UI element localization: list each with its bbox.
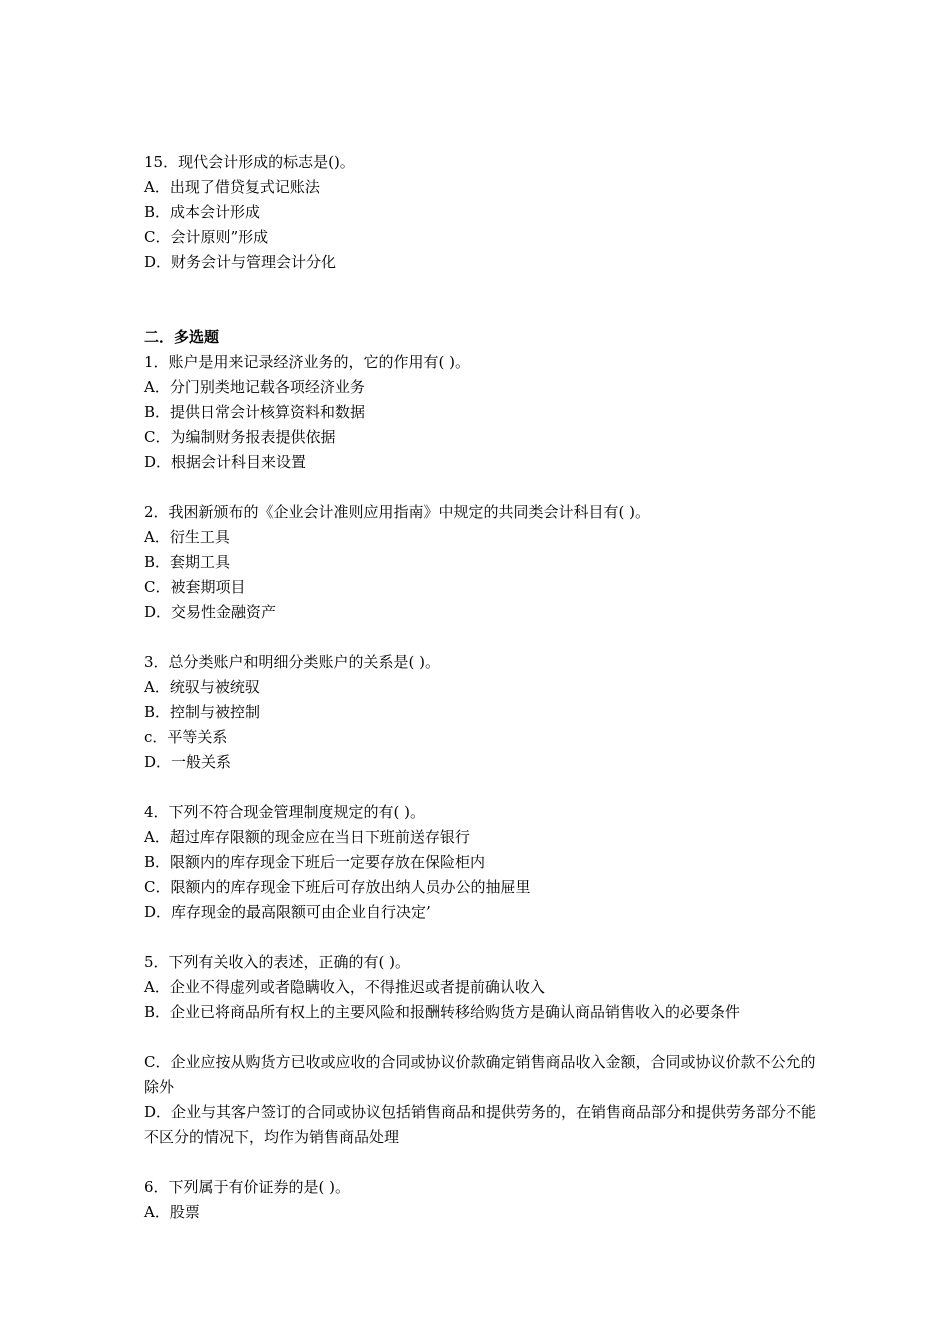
question-m3 (144, 650, 824, 775)
option-b: B．限额内的库存现金下班后一定要存放在保险柜内 (144, 853, 486, 871)
spacer (144, 1025, 824, 1050)
document-body (144, 150, 824, 1225)
option-c: C．企业应按从购货方已收或应收的合同或协议价款确定销售商品收入金额，合同或协议价款不公允的除外 (144, 1053, 816, 1096)
spacer (144, 1150, 824, 1175)
question-m1 (144, 350, 824, 475)
option-c: C．会计原则”形成 (144, 228, 269, 246)
option-a: A．企业不得虚列或者隐瞒收入，不得推迟或者提前确认收入 (144, 978, 545, 996)
question-m5 (144, 950, 824, 1150)
option-a: A．分门别类地记载各项经济业务 (144, 378, 365, 396)
section-title: 二．多选题 (144, 328, 220, 346)
option-d: D．交易性金融资产 (144, 603, 277, 621)
question-m2 (144, 500, 824, 625)
spacer (144, 625, 824, 650)
question-stem: 2．我困新颁布的《企业会计准则应用指南》中规定的共同类会计科目有( )。 (144, 503, 651, 521)
question-m6 (144, 1175, 824, 1225)
question-stem: 15．现代会计形成的标志是()。 (144, 153, 355, 171)
option-a: A．衍生工具 (144, 528, 230, 546)
option-d: D．一般关系 (144, 753, 232, 771)
option-d: D．库存现金的最高限额可由企业自行决定’ (144, 903, 431, 921)
option-c: c．平等关系 (144, 728, 228, 746)
option-b: B．套期工具 (144, 553, 231, 571)
option-a: A．股票 (144, 1203, 200, 1221)
question-m4 (144, 800, 824, 925)
spacer (144, 275, 824, 325)
option-c: C．限额内的库存现金下班后可存放出纳人员办公的抽屉里 (144, 878, 531, 896)
question-stem: 3．总分类账户和明细分类账户的关系是( )。 (144, 653, 441, 671)
option-d: D．财务会计与管理会计分化 (144, 253, 337, 271)
question-stem: 5．下列有关收入的表述，正确的有( )。 (144, 953, 411, 971)
option-a: A．统驭与被统驭 (144, 678, 260, 696)
option-b: B．企业已将商品所有权上的主要风险和报酬转移给购货方是确认商品销售收入的必要条件 (144, 1003, 741, 1021)
option-a: A．超过库存限额的现金应在当日下班前送存银行 (144, 828, 470, 846)
spacer (144, 475, 824, 500)
question-stem: 6．下列属于有价证券的是( )。 (144, 1178, 351, 1196)
option-d: D．企业与其客户签订的合同或协议包括销售商品和提供劳务的，在销售商品部分和提供劳务部分不能不区分的情况下，均作为销售商品处理 (144, 1103, 817, 1146)
option-b: B．提供日常会计核算资料和数据 (144, 403, 366, 421)
spacer (144, 925, 824, 950)
option-c: C．为编制财务报表提供依据 (144, 428, 336, 446)
option-c: C．被套期项目 (144, 578, 246, 596)
option-b: B．成本会计形成 (144, 203, 261, 221)
option-d: D．根据会计科目来设置 (144, 453, 307, 471)
question-15 (144, 150, 824, 275)
question-stem: 4．下列不符合现金管理制度规定的有( )。 (144, 803, 426, 821)
option-b: B．控制与被控制 (144, 703, 261, 721)
question-stem: 1．账户是用来记录经济业务的，它的作用有( )。 (144, 353, 471, 371)
option-a: A．出现了借贷复式记账法 (144, 178, 320, 196)
spacer (144, 775, 824, 800)
